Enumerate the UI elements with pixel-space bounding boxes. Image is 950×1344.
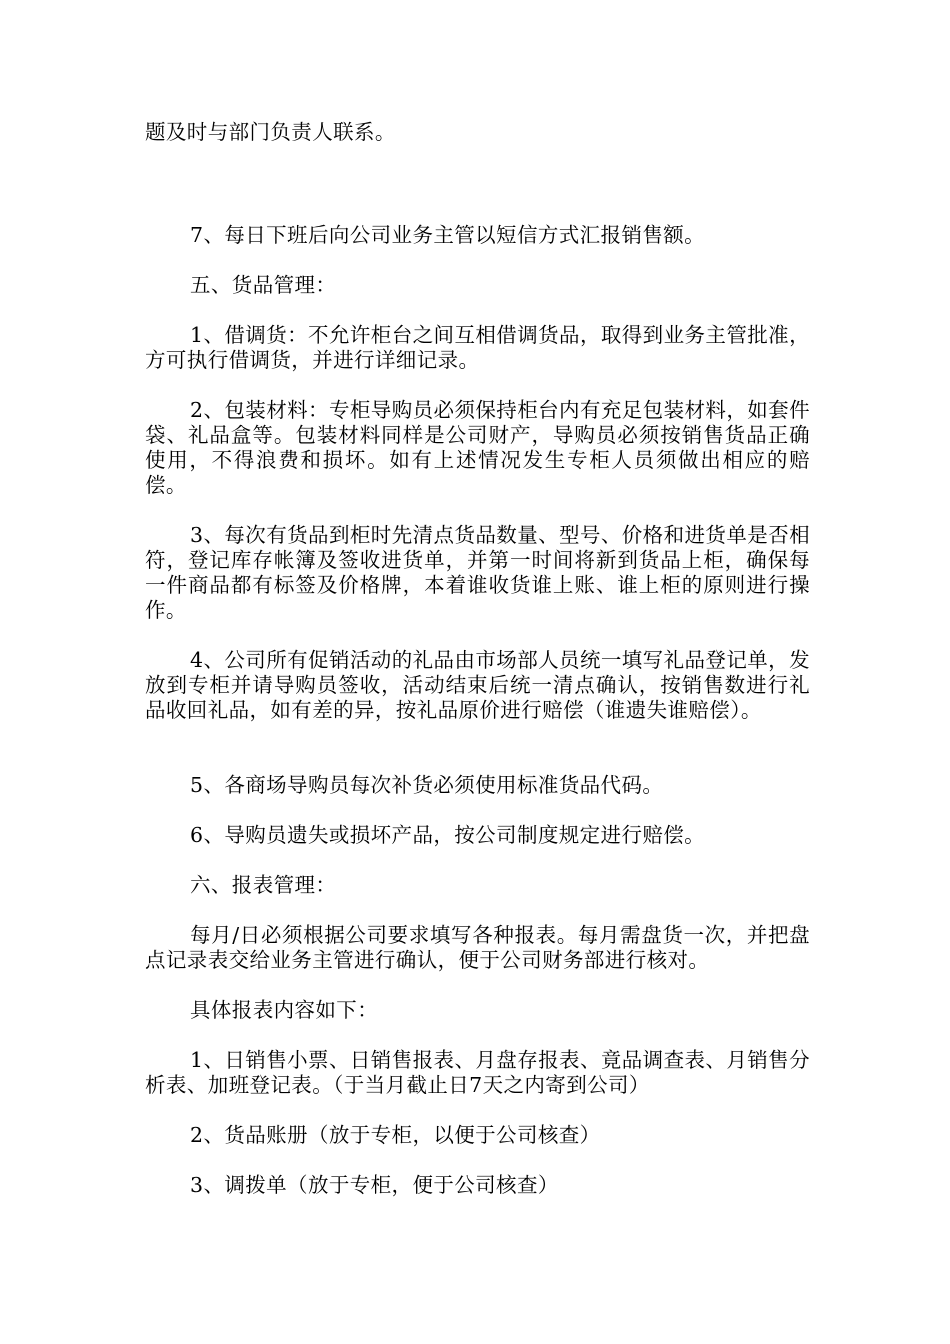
section-heading-goods-management: 五、货品管理： bbox=[190, 273, 337, 297]
paragraph-report-1: 1、日销售小票、日销售报表、月盘存报表、竟品调查表、月销售分析表、加班登记表。（于当月截止日7天之内寄到公司） bbox=[145, 1048, 810, 1097]
section-heading-report-management: 六、报表管理： bbox=[190, 873, 337, 897]
paragraph-report-3: 3、调拨单（放于专柜，便于公司核查） bbox=[190, 1173, 559, 1197]
paragraph-report-content-heading: 具体报表内容如下： bbox=[190, 998, 379, 1022]
paragraph-goods-5: 5、各商场导购员每次补货必须使用标准货品代码。 bbox=[190, 773, 664, 797]
paragraph-goods-6: 6、导购员遗失或损坏产品，按公司制度规定进行赔偿。 bbox=[190, 823, 706, 847]
paragraph-goods-4: 4、公司所有促销活动的礼品由市场部人员统一填写礼品登记单，发放到专柜并请导购员签收，活动结束后统一清点确认，按销售数进行礼品收回礼品，如有差的异，按礼品原价进行赔偿（谁遗失谁赔偿）。 bbox=[145, 648, 810, 722]
paragraph-goods-3: 3、每次有货品到柜时先清点货品数量、型号、价格和进货单是否相符，登记库存帐簿及签收进货单，并第一时间将新到货品上柜，确保每一件商品都有标签及价格牌，本着谁收货谁上账、谁上柜的原则进行操作。 bbox=[145, 523, 810, 622]
paragraph-report-2: 2、货品账册（放于专柜，以便于公司核查） bbox=[190, 1123, 601, 1147]
paragraph-goods-1: 1、借调货：不允许柜台之间互相借调货品，取得到业务主管批准，方可执行借调货，并进行详细记录。 bbox=[145, 323, 810, 372]
paragraph-continuation: 题及时与部门负责人联系。 bbox=[145, 120, 396, 144]
paragraph-item-7: 7、每日下班后向公司业务主管以短信方式汇报销售额。 bbox=[190, 223, 706, 247]
paragraph-goods-2: 2、包装材料：专柜导购员必须保持柜台内有充足包装材料，如套件袋、礼品盒等。包装材料同样是公司财产，导购员必须按销售货品正确使用，不得浪费和损坏。如有上述情况发生专柜人员须做出相应的赔偿。 bbox=[145, 398, 810, 497]
paragraph-report-intro: 每月/日必须根据公司要求填写各种报表。每月需盘货一次，并把盘点记录表交给业务主管进行确认，便于公司财务部进行核对。 bbox=[145, 923, 810, 972]
